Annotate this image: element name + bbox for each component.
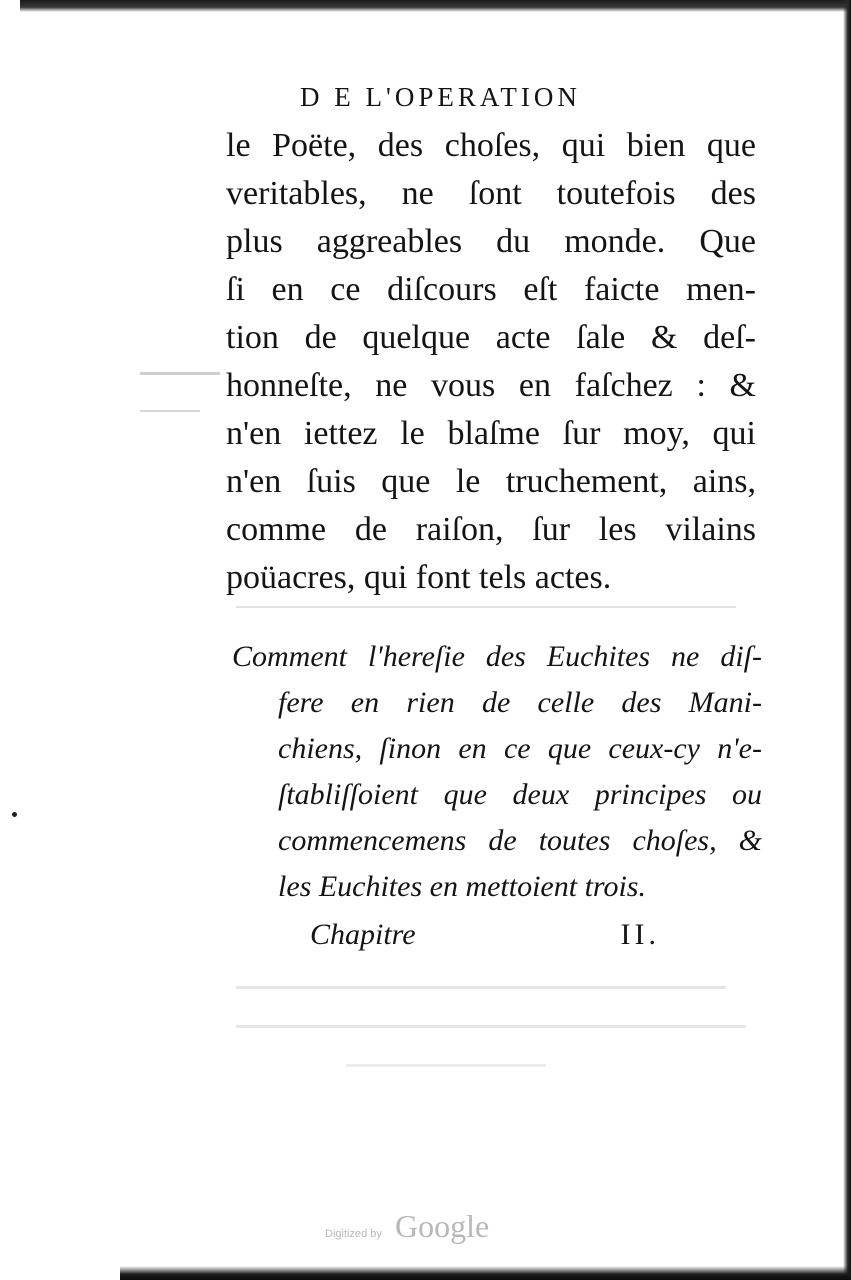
body-line: veritables, ne ſont toutefois des <box>226 175 756 212</box>
watermark-logo: Google <box>395 1208 490 1244</box>
chapter-label-line <box>310 912 660 958</box>
body-line: poüacres, qui font tels actes. <box>226 559 612 596</box>
chapter-heading-line: chiens, ſinon en ce que ceux-cy n'e- <box>278 732 762 765</box>
bleed-through-mark <box>236 606 736 608</box>
bleed-through-mark <box>140 410 200 412</box>
chapter-label: Chapitre <box>310 918 416 951</box>
chapter-heading-line: fere en rien de celle des Mani- <box>278 686 762 719</box>
body-text <box>226 122 756 602</box>
bleed-through-area <box>236 968 756 1067</box>
body-line: n'en iettez le blaſme ſur moy, qui <box>226 415 756 452</box>
chapter-heading-line: les Euchites en mettoient trois. <box>278 870 646 903</box>
scan-speck <box>12 812 17 817</box>
chapter-number: II. <box>620 918 660 951</box>
body-line: ſi en ce diſcours eſt faicte men- <box>226 271 756 308</box>
bleed-through-mark <box>140 372 220 375</box>
running-head: D E L'OPERATION <box>300 82 581 112</box>
digitized-by-google-watermark <box>325 1208 525 1248</box>
watermark-small: Digitized by <box>325 1228 382 1240</box>
chapter-heading <box>232 634 762 910</box>
body-line: comme de raiſon, ſur les vilains <box>226 511 756 548</box>
scan-edge-bottom <box>120 1266 851 1280</box>
body-line: le Poëte, des choſes, qui bien que <box>226 127 756 164</box>
body-line: plus aggreables du monde. Que <box>226 223 756 260</box>
scan-edge-top <box>20 0 851 12</box>
body-line: honneſte, ne vous en faſchez : & <box>226 367 756 404</box>
scan-edge-right <box>843 0 851 1280</box>
chapter-heading-line: Comment l'hereſie des Euchites ne diſ- <box>232 640 762 673</box>
body-line: n'en ſuis que le truchement, ains, <box>226 463 756 500</box>
chapter-heading-line: ſtabliſſoient que deux principes ou <box>278 778 762 811</box>
chapter-heading-line: commencemens de toutes choſes, & <box>278 824 762 857</box>
body-line: tion de quelque acte ſale & deſ- <box>226 319 756 356</box>
